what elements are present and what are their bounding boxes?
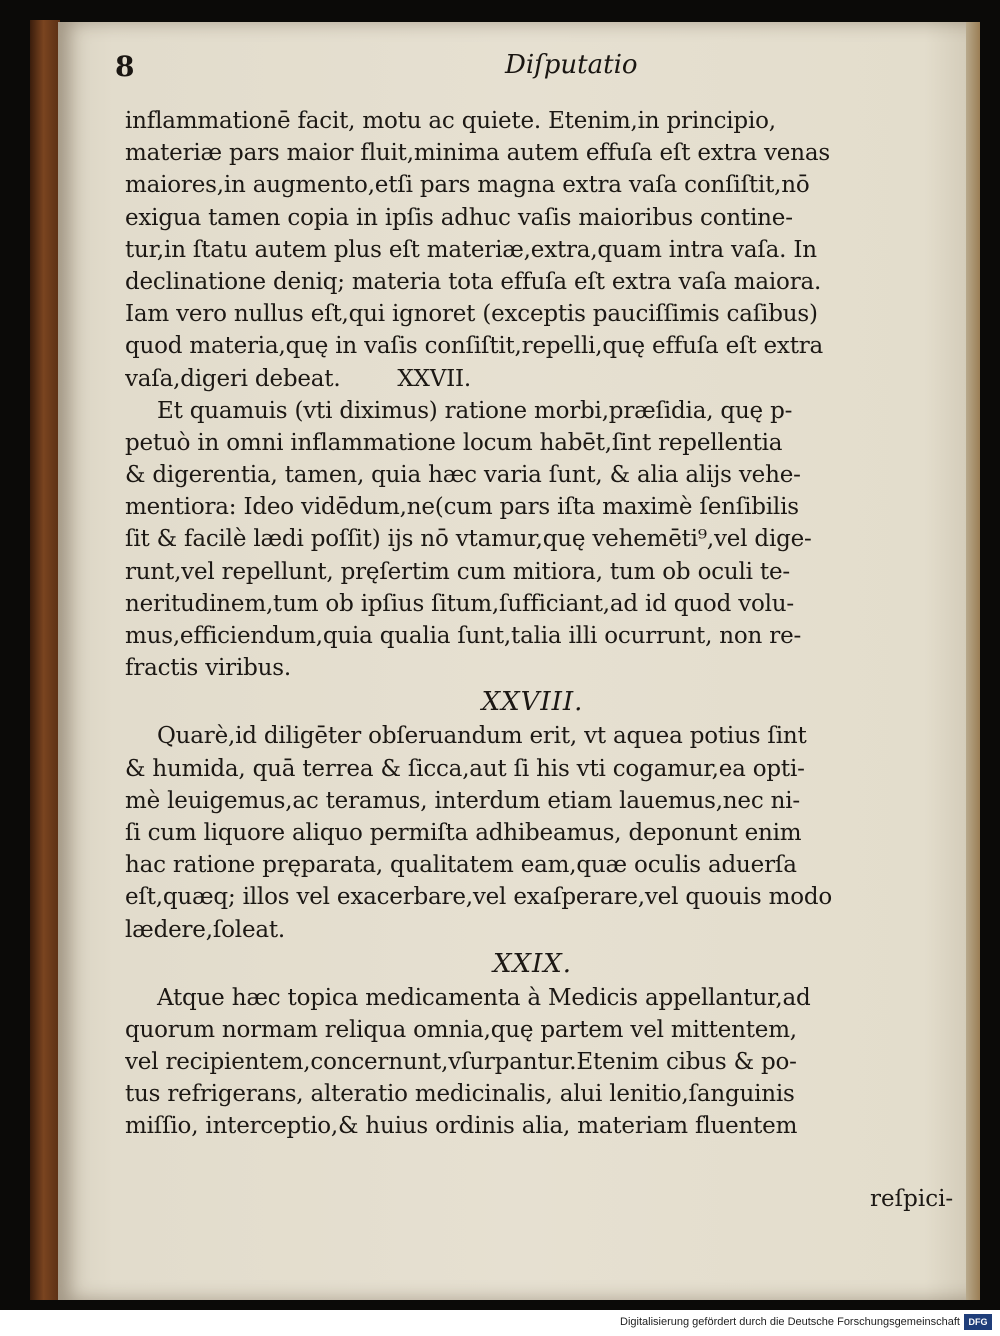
- text-line: hac ratione pręparata, qualitatem eam,quæ oculis aduerſa: [125, 852, 797, 879]
- text-line: quod materia,quę in vaſis conſiſtit,repelli,quę effuſa eſt extra: [125, 333, 824, 360]
- text-line: vel recipientem,concernunt,vſurpantur.Etenim cibus & po-: [125, 1049, 797, 1076]
- page-header: [115, 50, 930, 90]
- text-line: declinatione deniq; materia tota effuſa eſt extra vaſa maiora.: [125, 268, 822, 295]
- text-line: Et quamuis (vti diximus) ratione morbi,præſidia, quę p-: [157, 397, 793, 424]
- text-line: quorum normam reliqua omnia,quę partem vel mittentem,: [125, 1016, 797, 1043]
- text-line: petuò in omni inflammatione locum habēt,ſint repellentia: [125, 429, 783, 456]
- text-line: ſi cum liquore aliquo permiſta adhibeamus, deponunt enim: [125, 819, 802, 846]
- text-line: & digerentia, tamen, quia hæc varia ſunt, & alia alijs vehe-: [125, 462, 801, 489]
- text-line: maiores,in augmento,etſi pars magna extra vaſa conſiſtit,nō: [125, 172, 810, 199]
- text-line: miſſio, interceptio,& huius ordinis alia, materiam fluentem: [125, 1113, 798, 1140]
- section-heading: XXIX.: [492, 948, 573, 979]
- text-line: neritudinem,tum ob ipſius ſitum,ſufficiant,ad id quod volu-: [125, 590, 794, 617]
- text-line: tur,in ſtatu autem plus eſt materiæ,extra,quam intra vaſa. In: [125, 236, 817, 263]
- body-text: [125, 105, 940, 1143]
- text-line: Atque hæc topica medicamenta à Medicis appellantur,ad: [157, 984, 811, 1011]
- text-line: Quarè,id diligēter obſeruandum erit, vt aquea potius ſint: [157, 723, 807, 750]
- text-line: & humida, quā terrea & ſicca,aut ſi his vti cogamur,ea opti-: [125, 755, 805, 782]
- footer-bar: [0, 1310, 1000, 1336]
- text-line: inflammationē facit, motu ac quiete. Etenim,in principio,: [125, 108, 776, 134]
- catchword: reſpici-: [870, 1186, 954, 1212]
- text-line: tus refrigerans, alteratio medicinalis, alui lenitio,ſanguinis: [125, 1081, 795, 1108]
- text-line: ſit & facilè lædi poſſit) ijs nō vtamur,quę vehemēti⁹,vel dige-: [125, 526, 812, 553]
- text-line: mentiora: Ideo vidēdum,ne(cum pars iſta maximè ſenſibilis: [125, 494, 799, 521]
- text-line: materiæ pars maior fluit,minima autem effuſa eſt extra venas: [125, 140, 830, 167]
- section-heading: XXVIII.: [481, 687, 584, 718]
- text-line: mus,efficiendum,quia qualia ſunt,talia illi ocurrunt, non re-: [125, 623, 802, 649]
- text-line: Iam vero nullus eſt,qui ignoret (exceptis pauciſſimis caſibus): [125, 301, 818, 328]
- text-line: runt,vel repellunt, pręſertim cum mitiora, tum ob oculi te-: [125, 558, 790, 585]
- dfg-logo-icon: DFG: [964, 1314, 992, 1330]
- text-line: fractis viribus.: [125, 655, 291, 682]
- running-title: Diſputatio: [505, 50, 638, 80]
- text-line: exigua tamen copia in ipſis adhuc vaſis maioribus contine-: [125, 204, 793, 231]
- text-line: lædere,ſoleat.: [125, 916, 286, 943]
- text-line: vaſa,digeri debeat. XXVII.: [125, 365, 471, 392]
- text-line: mè leuigemus,ac teramus, interdum etiam lauemus,nec ni-: [125, 787, 800, 814]
- book-spine: [30, 20, 60, 1300]
- page-edge: [966, 22, 980, 1300]
- funding-credit: Digitalisierung gefördert durch die Deutsche Forschungsgemeinschaft: [620, 1316, 960, 1328]
- text-line: eſt,quæq; illos vel exacerbare,vel exaſperare,vel quouis modo: [125, 884, 833, 911]
- page-number: 8: [115, 50, 135, 83]
